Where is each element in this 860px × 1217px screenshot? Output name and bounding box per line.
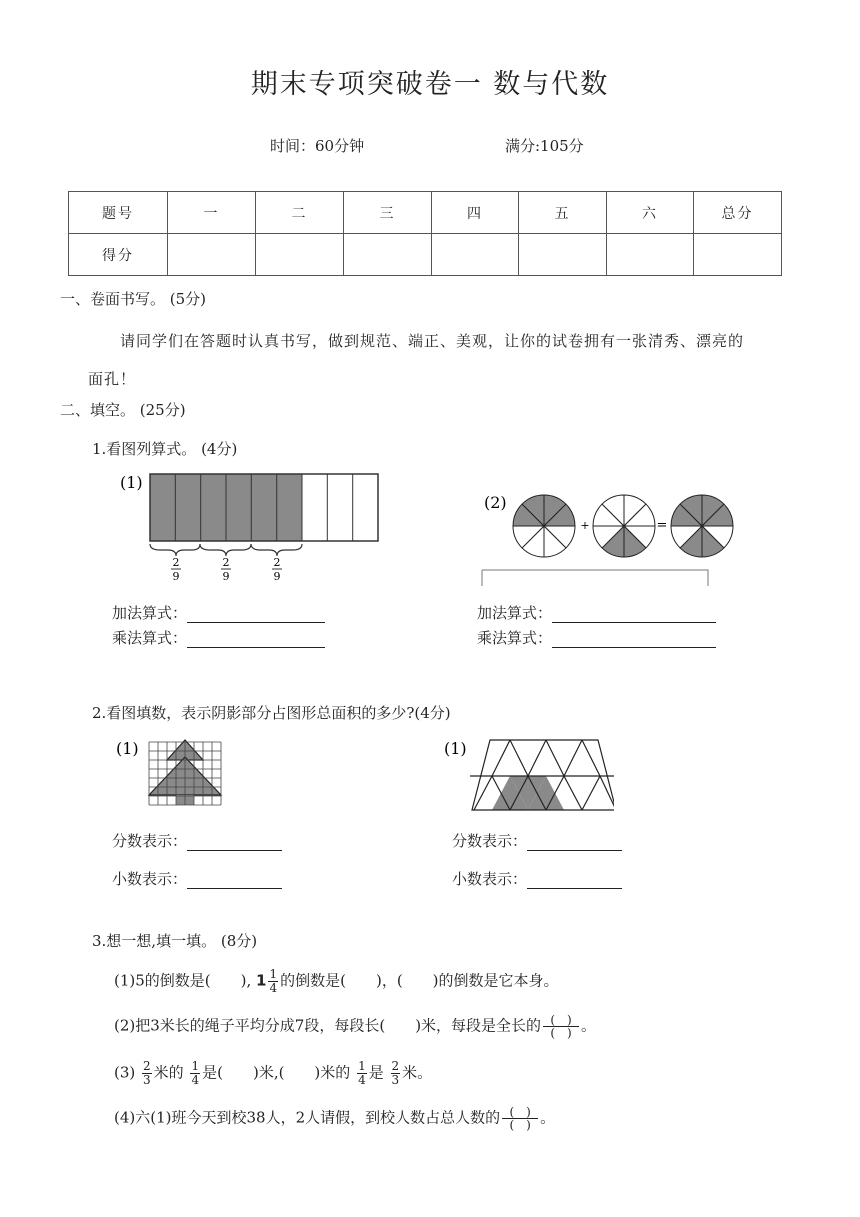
- header-cell: 一: [168, 192, 256, 234]
- fraction: [357, 1060, 367, 1087]
- header-cell: 总分: [694, 192, 782, 234]
- add-label: 加法算式：: [477, 604, 553, 622]
- section2-heading: 二、填空。 (25分): [60, 401, 186, 419]
- figure-label: (1): [444, 739, 467, 758]
- add-answer-blank[interactable]: [552, 606, 716, 623]
- add-answer-blank[interactable]: [187, 606, 325, 623]
- fraction: [190, 1060, 200, 1087]
- mul-answer-blank[interactable]: [187, 631, 325, 648]
- fraction-denominator: 4: [191, 1073, 200, 1087]
- fraction: [391, 1060, 401, 1087]
- q3-title: 3.想一想,填一填。 (8分): [92, 932, 258, 950]
- header-cell: 二: [256, 192, 344, 234]
- score-input-cell[interactable]: [607, 234, 694, 276]
- row-label-cell: 得分: [69, 234, 168, 276]
- page-title: 期末专项突破卷一 数与代数: [250, 69, 610, 100]
- fraction-numerator: 2: [391, 1059, 400, 1073]
- section1-paragraph-line1: 请同学们在答题时认真书写，做到规范、端正、美观，让你的试卷拥有一张清秀、漂亮的: [120, 332, 745, 350]
- q3-line1-text: (1)5的倒数是( ),: [114, 971, 252, 990]
- full-score: 满分:105分: [505, 137, 584, 155]
- q3-line3-label: (3): [114, 1063, 136, 1082]
- fraction-denominator: ( ): [509, 1118, 531, 1132]
- fraction-blank[interactable]: [502, 1106, 538, 1131]
- header-cell: 五: [519, 192, 607, 234]
- add-label: 加法算式：: [112, 604, 188, 622]
- equals-sign: =: [656, 518, 668, 533]
- fraction-denominator: 9: [172, 570, 180, 583]
- q2-frac-row: [112, 830, 282, 851]
- fraction-numerator: 1: [191, 1059, 200, 1073]
- q3-line2: [114, 1014, 596, 1039]
- fraction-answer-blank[interactable]: [187, 834, 282, 851]
- plus-sign: +: [580, 519, 590, 532]
- fraction-numerator: 1: [358, 1059, 366, 1073]
- fraction-denominator: 3: [391, 1073, 400, 1087]
- q3-line2-end: 。: [581, 1016, 597, 1035]
- q3-line3: [114, 1060, 432, 1087]
- score-input-cell[interactable]: [519, 234, 607, 276]
- header-cell: 题号: [69, 192, 168, 234]
- q2-title: 2.看图填数，表示阴影部分占图形总面积的多少?(4分): [92, 704, 451, 722]
- mixed-number-whole: 1: [256, 971, 267, 990]
- fraction-numerator: 2: [273, 556, 281, 569]
- decimal-answer-blank[interactable]: [527, 872, 622, 889]
- header-cell: 六: [607, 192, 694, 234]
- fraction-label: 分数表示：: [452, 832, 528, 850]
- score-table-score-row: [69, 234, 782, 276]
- q2-frac-row-2: [452, 830, 622, 851]
- fraction-label: 分数表示：: [112, 832, 188, 850]
- q2-figure1-tree-grid: [114, 734, 234, 810]
- fraction: [268, 968, 278, 995]
- figure-label: (1): [120, 473, 143, 492]
- mul-label: 乘法算式：: [477, 629, 553, 647]
- q2-figure2-trapezoid: [442, 734, 614, 814]
- q3-line3-text: 米的: [153, 1063, 184, 1082]
- q3-line3-text: 是: [368, 1063, 384, 1082]
- score-input-cell[interactable]: [344, 234, 432, 276]
- fraction-answer-blank[interactable]: [527, 834, 622, 851]
- q1-add-row: [112, 602, 325, 623]
- brace-marks: [150, 544, 302, 556]
- q3-line1: [114, 968, 559, 995]
- fraction-denominator: ( ): [550, 1026, 572, 1040]
- decimal-answer-blank[interactable]: [187, 872, 282, 889]
- q2-dec-row: [112, 868, 282, 889]
- fraction-numerator: 2: [222, 556, 230, 569]
- q3-line2-text: (2)把3米长的绳子平均分成7段，每段长( )米，每段是全长的: [114, 1016, 542, 1035]
- header-cell: 三: [344, 192, 432, 234]
- score-input-cell[interactable]: [432, 234, 519, 276]
- q3-line3-text: 是( )米,( )米的: [202, 1063, 351, 1082]
- decimal-label: 小数表示：: [112, 870, 188, 888]
- q3-line4: [114, 1106, 555, 1131]
- q3-line3-text: 米。: [402, 1063, 433, 1082]
- section1-heading: 一、卷面书写。 (5分): [60, 290, 207, 308]
- fraction-circles: [513, 495, 733, 557]
- q1-add-row-2: [477, 602, 716, 623]
- fraction: [142, 1060, 152, 1087]
- header-cell: 四: [432, 192, 519, 234]
- q2-dec-row-2: [452, 868, 622, 889]
- q1-title: 1.看图列算式。 (4分): [92, 440, 238, 458]
- q1-mul-row-2: [477, 627, 716, 648]
- time-limit: 时间：60分钟: [270, 137, 365, 155]
- fraction-numerator: 2: [143, 1059, 151, 1073]
- score-table: [68, 191, 782, 276]
- fraction-numerator: 2: [172, 556, 180, 569]
- figure-label: (2): [484, 493, 507, 512]
- fraction-denominator: 4: [269, 981, 278, 995]
- score-input-cell[interactable]: [256, 234, 344, 276]
- q3-line1-text-end: 的倒数是( )，( )的倒数是它本身。: [280, 971, 559, 990]
- figure-label: (1): [116, 739, 139, 758]
- score-input-cell[interactable]: [694, 234, 782, 276]
- brace-fractions: [171, 556, 282, 583]
- q3-line4-text: (4)六(1)班今天到校38人，2人请假，到校人数占总人数的: [114, 1108, 501, 1127]
- decimal-label: 小数表示：: [452, 870, 528, 888]
- section1-paragraph-line2: 面孔！: [88, 370, 137, 388]
- mul-answer-blank[interactable]: [552, 631, 716, 648]
- score-table-header-row: [69, 192, 782, 234]
- fraction-numerator: ( ): [543, 1014, 579, 1027]
- q3-line4-end: 。: [540, 1108, 556, 1127]
- answer-bracket: [482, 570, 708, 586]
- fraction-denominator: 9: [273, 570, 281, 583]
- fraction-denominator: 4: [358, 1073, 366, 1087]
- mul-label: 乘法算式：: [112, 629, 188, 647]
- q1-figure2-circles: [478, 478, 740, 590]
- fraction-numerator: ( ): [502, 1106, 538, 1119]
- q1-figure1-strip: [110, 466, 400, 586]
- fraction-blank[interactable]: [543, 1014, 579, 1039]
- fraction-denominator: 3: [143, 1073, 151, 1087]
- fraction-numerator: 1: [269, 967, 278, 981]
- q1-mul-row: [112, 627, 325, 648]
- fraction-denominator: 9: [222, 570, 230, 583]
- score-input-cell[interactable]: [168, 234, 256, 276]
